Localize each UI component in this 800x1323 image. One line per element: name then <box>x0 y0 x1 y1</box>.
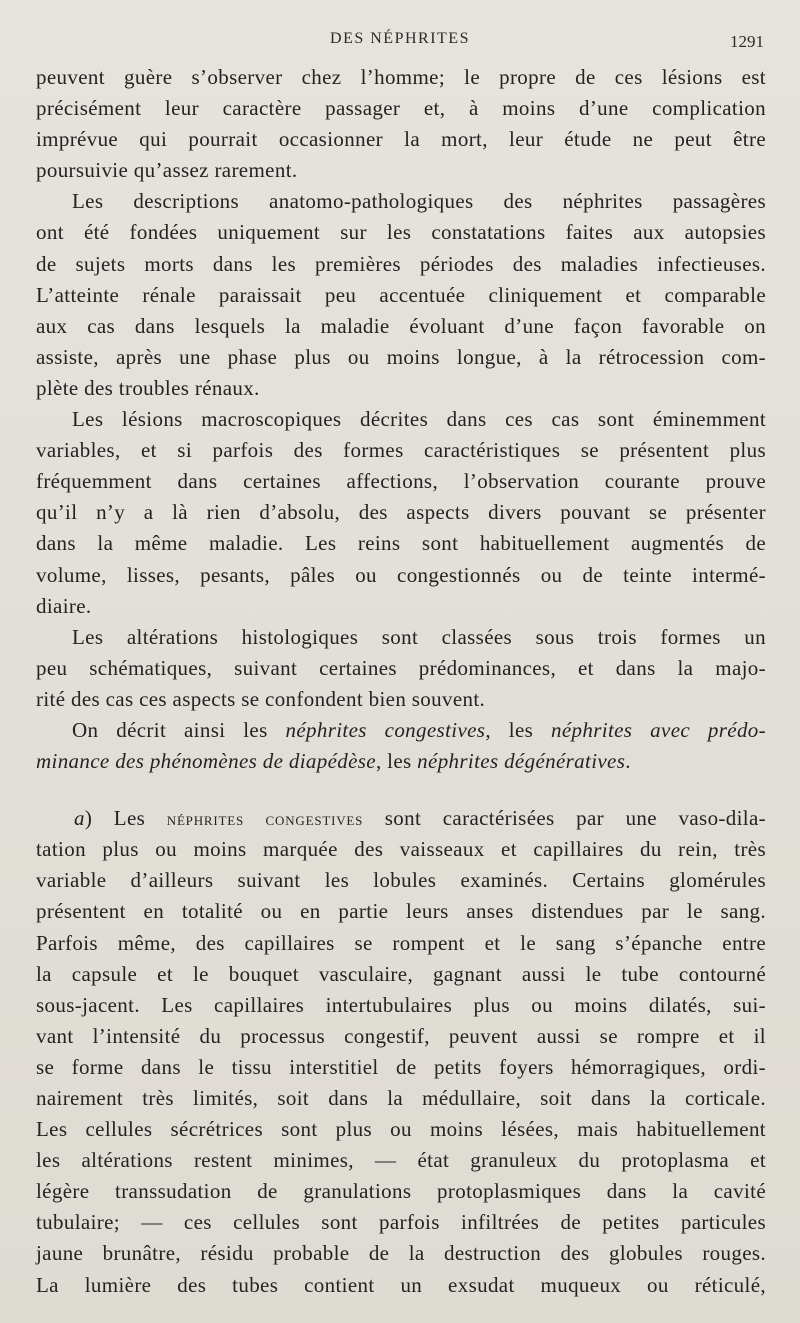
page-number: 1291 <box>730 32 764 51</box>
text-line: L’atteinte rénale paraissait peu accentuée cliniquement et comparable <box>36 282 766 307</box>
text-line: peuvent guère s’observer chez l’homme; le propre de ces lésions est <box>36 65 766 89</box>
body-text <box>36 62 766 1301</box>
text-run: , les <box>485 717 552 742</box>
paragraph-3 <box>36 404 766 622</box>
paragraph-6 <box>36 803 766 1301</box>
running-head: DES NÉPHRITES <box>330 30 470 47</box>
text-line: diaire. <box>36 593 92 618</box>
italic-term: néphrites avec prédo- <box>551 717 766 742</box>
text-line: imprévue qui pourrait occasionner la mort, leur étude ne peut être <box>36 127 766 152</box>
small-caps-term: néphrites congestives <box>166 809 364 831</box>
italic-term: minance des phénomènes de diapédèse <box>36 749 376 774</box>
paragraph-4 <box>36 622 766 715</box>
text-line: ont été fondées uniquement sur les constatations faites aux autopsies <box>36 220 766 245</box>
text-line: dans la même maladie. Les reins sont habituellement augmentés de <box>36 531 766 556</box>
text-line: volume, lisses, pesants, pâles ou congestionnés ou de teinte intermé- <box>36 562 766 587</box>
text-line: peu schématiques, suivant certaines prédominances, et dans la majo- <box>36 655 766 680</box>
text-run: , les <box>375 749 418 774</box>
text-run: . <box>625 749 631 774</box>
text-line: précisément leur caractère passager et, à moins d’une complication <box>36 96 766 121</box>
text-line: sous-jacent. Les capillaires intertubulaires plus ou moins dilatés, sui- <box>36 992 766 1017</box>
page-header <box>36 30 764 54</box>
text-run: On décrit ainsi les <box>72 717 286 742</box>
text-line: rité des cas ces aspects se confondent bien souvent. <box>36 686 486 711</box>
text-line: Les lésions macroscopiques décrites dans ces cas sont éminemment <box>72 407 766 432</box>
text-line: plète des troubles rénaux. <box>36 375 260 400</box>
text-line: variables, et si parfois des formes caractéristiques se présentent plus <box>36 438 766 463</box>
text-line: vant l’intensité du processus congestif, peuvent aussi se rompre et il <box>36 1023 766 1048</box>
text-line: présentent en totalité ou en partie leurs anses distendues par le sang. <box>36 899 766 924</box>
text-line: tation plus ou moins marquée des vaisseaux et capillaires du rein, très <box>36 837 766 862</box>
text-line: Les altérations histologiques sont classées sous trois formes un <box>72 624 766 649</box>
text-line: tubulaire; — ces cellules sont parfois infiltrées de petites particules <box>36 1210 766 1235</box>
paragraph-2 <box>36 186 766 404</box>
paragraph-5 <box>36 715 766 777</box>
text-line: nairement très limités, soit dans la médullaire, soit dans la corticale. <box>36 1086 766 1110</box>
text-line: aux cas dans lesquels la maladie évoluant d’une façon favorable on <box>36 313 766 338</box>
italic-term: néphrites dégénératives <box>417 749 626 774</box>
text-line: se forme dans le tissu interstitiel de petits foyers hémorragiques, ordi- <box>36 1054 766 1079</box>
text-run: sont caractérisées par une vaso-dila- <box>363 806 767 831</box>
text-line: fréquemment dans certaines affections, l’observation courante prouve <box>36 469 766 494</box>
text-line <box>36 715 766 746</box>
text-line: assiste, après une phase plus ou moins longue, à la rétrocession com- <box>36 344 766 369</box>
text-line: Les cellules sécrétrices sont plus ou moins lésées, mais habituellement <box>36 1117 766 1142</box>
section-label: a <box>74 806 85 831</box>
text-line: poursuivie qu’assez rarement. <box>36 158 298 183</box>
text-line: Les descriptions anatomo-pathologiques des néphrites passagères <box>72 189 766 214</box>
text-line: la capsule et le bouquet vasculaire, gagnant aussi le tube contourné <box>36 961 766 986</box>
text-line: de sujets morts dans les premières périodes des maladies infectieuses. <box>36 251 766 276</box>
text-line: jaune brunâtre, résidu probable de la destruction des globules rouges. <box>36 1241 766 1266</box>
text-run: ) Les <box>84 806 167 831</box>
italic-term: néphrites congestives <box>285 717 486 742</box>
text-line: qu’il n’y a là rien d’absolu, des aspects divers pouvant se présenter <box>36 500 766 525</box>
text-line: Parfois même, des capillaires se rompent et le sang s’épanche entre <box>36 930 766 955</box>
text-line: les altérations restent minimes, — état granuleux du protoplasma et <box>36 1148 766 1173</box>
text-line: légère transsudation de granulations protoplasmiques dans la cavité <box>36 1179 766 1204</box>
text-line <box>36 803 766 834</box>
paragraph-1 <box>36 62 766 186</box>
text-line: variable d’ailleurs suivant les lobules examinés. Certains glomérules <box>36 868 766 893</box>
section-gap <box>36 777 766 803</box>
text-line: La lumière des tubes contient un exsudat muqueux ou réticulé, <box>36 1272 766 1297</box>
text-line <box>36 746 766 777</box>
